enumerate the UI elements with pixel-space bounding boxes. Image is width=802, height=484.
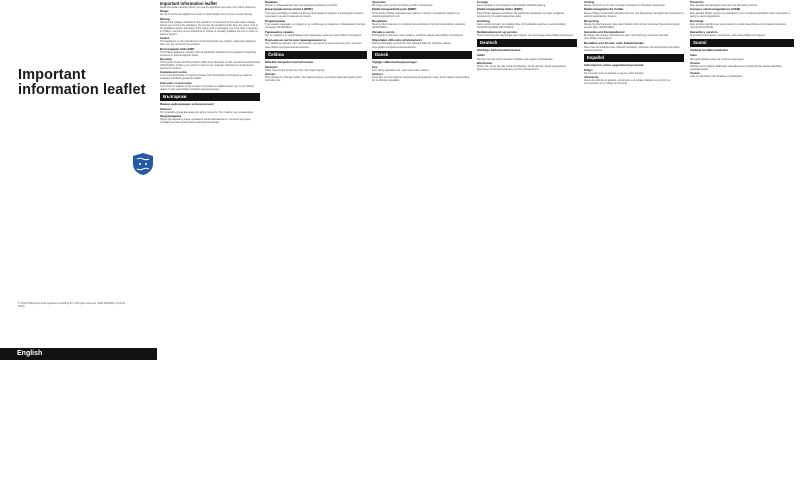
section-heading: Gefahr bbox=[477, 54, 486, 58]
section-heading: Warnhinweis bbox=[477, 61, 493, 65]
section-body: Check if the voltage indicated on the appliance corresponds to the local mains voltage before you connect the appliance. Do not use the appliance if the plug, the mains cord or the appliance itself is damaged. If the mains cord is damaged, you must have it replaced by Philips, a service center authorized by Philips or similarly qualified persons in order to avoid a hazard. bbox=[160, 20, 259, 36]
section-heading: Поръчка на части или принадлежности bbox=[265, 37, 326, 42]
column-spanish-finnish bbox=[690, 0, 794, 484]
section-heading: Nebezpečí bbox=[265, 65, 278, 69]
column-czech-danish bbox=[372, 0, 472, 484]
language-bar: Български bbox=[160, 93, 260, 101]
section-body: Si necesita información o asistencia, visite www.philips.com/support. bbox=[690, 34, 766, 38]
section-body: Dieses Philips Gerät erfüllt sämtliche Normen und Regelungen bezüglich der Exposition in elektromagnetischen Feldern. bbox=[584, 12, 684, 19]
section-heading: Рециклиране bbox=[265, 18, 286, 23]
section-heading: Гаранция и сервиз bbox=[265, 29, 294, 34]
section-heading: Danger bbox=[160, 10, 169, 14]
section-body: Älä upota laitetta veteen tai muuhun nesteeseen. bbox=[690, 57, 745, 61]
section-heading: Warning bbox=[160, 17, 170, 21]
section-title: Información sobre seguridad importante bbox=[584, 62, 644, 67]
section-body: Do not immerse the appliance in water or other liquids. Do not rinse it under the tap. bbox=[160, 13, 253, 17]
section-title: Důležité bezpečnostní informace bbox=[265, 59, 314, 64]
section-body: Pokud potřebujete vyměnit díl nebo zakoupit další díl, navštivte stránku www.philips.com/parts-and-accessories. bbox=[372, 42, 451, 49]
section-body: Dette Philips-apparat overholder alle gældende standarder og regler angående eksponering for elektromagnetiske felter. bbox=[477, 12, 565, 19]
section-heading: Elektromagnetiske felter (EMF) bbox=[477, 7, 523, 12]
section-body: Този уред на Philips отговаря на всички приложими стандарти и разпоредби относно излагането на електромагнитни полета. bbox=[265, 12, 364, 19]
philips-shield-icon bbox=[131, 152, 155, 176]
language-header bbox=[0, 348, 157, 360]
cover-panel bbox=[0, 0, 157, 484]
section-heading: Vaara bbox=[690, 54, 697, 58]
section-body: Laite on tarkoitettu vain tavalliseen kotikäyttöön. bbox=[690, 75, 744, 79]
section-body: Wenn Sie ein Ersatzteil oder Zubehör benötigen, besuchen Sie www.philips.com/parts-and-accessories. bbox=[584, 45, 680, 52]
section-heading: Elektromagnetická pole (EMP) bbox=[372, 7, 417, 12]
section-heading: Varování bbox=[265, 72, 276, 76]
column-bulgarian bbox=[265, 0, 367, 484]
section-heading: Genbrug bbox=[477, 18, 490, 23]
section-heading: Precaución bbox=[690, 1, 704, 5]
section-heading: Bestellen von Ersatz- oder Zubehörteilen bbox=[584, 40, 645, 45]
section-heading: Recyklace bbox=[372, 18, 388, 23]
section-heading: Záruka a servis bbox=[372, 29, 395, 34]
section-body: Antes de enchufar el aparato, compruebe si el voltaje indicado en el mismo se corresponde con el voltaje de red local. bbox=[584, 78, 671, 85]
language-bar: Español bbox=[584, 54, 684, 62]
section-heading: Order parts or accessories bbox=[160, 81, 192, 85]
cover-title-line2: information leaflet bbox=[18, 82, 146, 98]
section-body: Před připojením přístroje ověřte, zda napětí uvedené na přístroji odpovídá napětí místní rozvodné sítě. bbox=[265, 75, 362, 82]
section-heading: Upozornění bbox=[372, 1, 386, 5]
section-heading: Fare bbox=[372, 65, 378, 69]
section-heading: Reklamationsret og service bbox=[477, 29, 518, 34]
section-heading: Caution bbox=[160, 37, 170, 41]
language-bar: Dansk bbox=[372, 51, 472, 59]
section-body: Tarkista ennen laitteen liittämistä, että laitteeseen merkitty jännite vastaa paikallista verkkojännitettä. bbox=[690, 64, 782, 71]
section-body: Prüfen Sie, bevor Sie das Gerät anschließen, ob die auf dem Gerät angegebene Spannung mit der Netzspannung vor Ort übereinstimmt. bbox=[477, 64, 566, 71]
section-heading: Advertencia bbox=[584, 75, 599, 79]
column-english bbox=[160, 0, 260, 484]
section-body: This appliance is only intended for normal household use. Always unplug the appliance after use. Do not touch hot surfaces. bbox=[160, 40, 257, 47]
section-heading: Campos electromagnéticos (CEM) bbox=[690, 7, 741, 12]
cover-title bbox=[18, 68, 146, 98]
section-body: Kom aldrig apparatet ned i vand eller andre væsker. bbox=[372, 68, 430, 72]
section-title: Important information leaflet bbox=[160, 1, 217, 7]
section-heading: Guarantee and service bbox=[160, 71, 187, 75]
section-heading: Предупреждение bbox=[160, 114, 182, 118]
section-body: Kontrollér, om den angivne netspænding på apparatet svarer til den lokale netspænding, før du tilslutter apparatet. bbox=[372, 75, 470, 82]
section-body: Dieses Symbol bedeutet, dass das Produkt nicht mit dem normalen Hausmüll entsorgt werden kann (2012/19/EU). bbox=[584, 23, 680, 30]
intro-text: Read this leaflet carefully before you use the appliance and save it for future reference. bbox=[160, 6, 257, 10]
section-heading: Recycling bbox=[160, 57, 172, 61]
section-heading: Objednání dílů nebo příslušenství bbox=[372, 37, 422, 42]
section-body: If you have to replace a part or want to purchase an additional part, go to your Philips dealer or visit www.philips.com/parts-and-accessories. bbox=[160, 84, 255, 91]
legal-notice: © 2019 Philips Domestic Appliances Holding B.V. All rights reserved. 3000.038.8061.4 (10-01-2019) bbox=[18, 302, 126, 309]
section-body: Benötigen Sie weitere Informationen oder Unterstützung, besuchen Sie bitte www.philips.com/support. bbox=[584, 34, 669, 41]
section-heading: Garantía y servicio bbox=[690, 29, 718, 34]
section-body: Ако се нуждаете от информация или поддръжка, посетете www.philips.com/support. bbox=[265, 34, 362, 38]
section-body: Potřebujete-li informace nebo podporu, navštivte stránku www.philips.com/support. bbox=[372, 34, 464, 38]
section-body: This symbol means that this product shall not be disposed of with normal household waste (2012/19/EU). Follow your country's rules for the separate collection of electrical and electronic products. bbox=[160, 60, 260, 70]
section-body: If you need information or support, please visit www.philips.com/support or read the separate worldwide guarantee leaflet. bbox=[160, 74, 253, 81]
section-body: Este aparato está diseñado solo para uso doméstico normal. bbox=[690, 4, 758, 8]
section-heading: Електромагнитни полета (EMF) bbox=[265, 7, 313, 12]
section-body: Tento přístroj Philips odpovídá všem platným normám a předpisům týkajícím se elektromagnetických polí. bbox=[372, 12, 460, 19]
section-body: Преди да свържете уреда, проверете дали напрежението, посочено на уреда, отговаря на това на местната електрическа мрежа. bbox=[160, 117, 251, 125]
section-heading: Varoitus bbox=[690, 61, 700, 65]
section-heading: Varoitus bbox=[690, 72, 700, 76]
section-heading: Forsigtig bbox=[477, 1, 488, 5]
section-body: No sumerja nunca el aparato en agua u otros líquidos. bbox=[584, 71, 645, 75]
language-bar: Deutsch bbox=[477, 39, 577, 47]
section-body: Hvis du har brug for oplysninger eller support, kan du besøge www.philips.com/support. bbox=[477, 34, 574, 38]
language-bar: Suomi bbox=[690, 39, 794, 47]
section-title: Важна информация за безопасност bbox=[160, 101, 215, 106]
section-body: Este símbolo significa que este producto no debe desecharse con la basura doméstica normal (2012/19/UE). bbox=[690, 23, 787, 30]
section-body: Nikdy neponořujte přístroj do vody nebo jiných tekutin. bbox=[265, 68, 326, 72]
section-heading: Achtung bbox=[584, 1, 595, 5]
section-title: Vigtige sikkerhedsoplysninger bbox=[372, 59, 417, 64]
section-body: Не потапяйте уреда във вода или други течности. Не го мийте под течаща вода. bbox=[160, 110, 254, 114]
section-heading: Electromagnetic fields (EMF) bbox=[160, 47, 195, 51]
section-heading: Внимание bbox=[265, 1, 278, 5]
section-heading: Recycling bbox=[584, 18, 599, 23]
section-body: Този символ означава, че продуктът не трябва да се изхвърля с обикновените битови отпадъци (2012/19/ЕС). bbox=[265, 23, 366, 30]
section-heading: Elektromagnetische Felder bbox=[584, 7, 624, 12]
section-body: Dieses Gerät ist nur für den normalen Gebrauch im Haushalt vorgesehen. bbox=[584, 4, 666, 8]
section-body: Tento symbol znamená, že produkt nelze likvidovat s běžným komunálním odpadem (2012/19/EU). bbox=[372, 23, 466, 30]
language-header-label: English bbox=[17, 350, 43, 357]
column-danish-german bbox=[477, 0, 577, 484]
section-heading: Peligro bbox=[584, 68, 593, 72]
section-heading: Опасност bbox=[160, 107, 172, 111]
column-german-spanish bbox=[584, 0, 684, 484]
section-body: Tauchen Sie das Gerät niemals in Wasser oder andere Flüssigkeiten. bbox=[477, 57, 554, 61]
section-body: Уредът е предназначен само за нормална домашна употреба. bbox=[265, 4, 338, 8]
section-heading: Garantie und Kundendienst bbox=[584, 29, 625, 34]
cover-title-line1: Important bbox=[18, 67, 86, 83]
section-body: Dette apparat er kun beregnet til almindelig husholdningsbrug. bbox=[477, 4, 546, 8]
section-body: Este aparato Philips cumple los estándares y las normativas aplicables sobre exposición a campos electromagnéticos. bbox=[690, 12, 791, 19]
section-title: Wichtige Sicherheitshinweise bbox=[477, 48, 521, 53]
section-heading: Reciclaje bbox=[690, 18, 704, 23]
section-body: Ако трябва да смените част или желаете да закупите допълнителна част, посетете www.philips.com/parts-and-accessories. bbox=[265, 42, 362, 49]
section-heading: Advarsel bbox=[372, 72, 383, 76]
language-bar: Čeština bbox=[265, 51, 367, 59]
section-body: Dette symbol betyder, at produktet ikke må bortskaffes sammen med almindeligt husholdningsaffald (2012/19/EU). bbox=[477, 23, 566, 30]
section-title: Tärkeät turvallisuustiedot bbox=[690, 48, 728, 53]
section-body: Přístroj je určen pouze pro běžné použití v domácnosti. bbox=[372, 4, 434, 8]
section-body: This Philips appliance complies with all applicable standards and regulations regarding exposure to electromagnetic fields. bbox=[160, 50, 256, 57]
